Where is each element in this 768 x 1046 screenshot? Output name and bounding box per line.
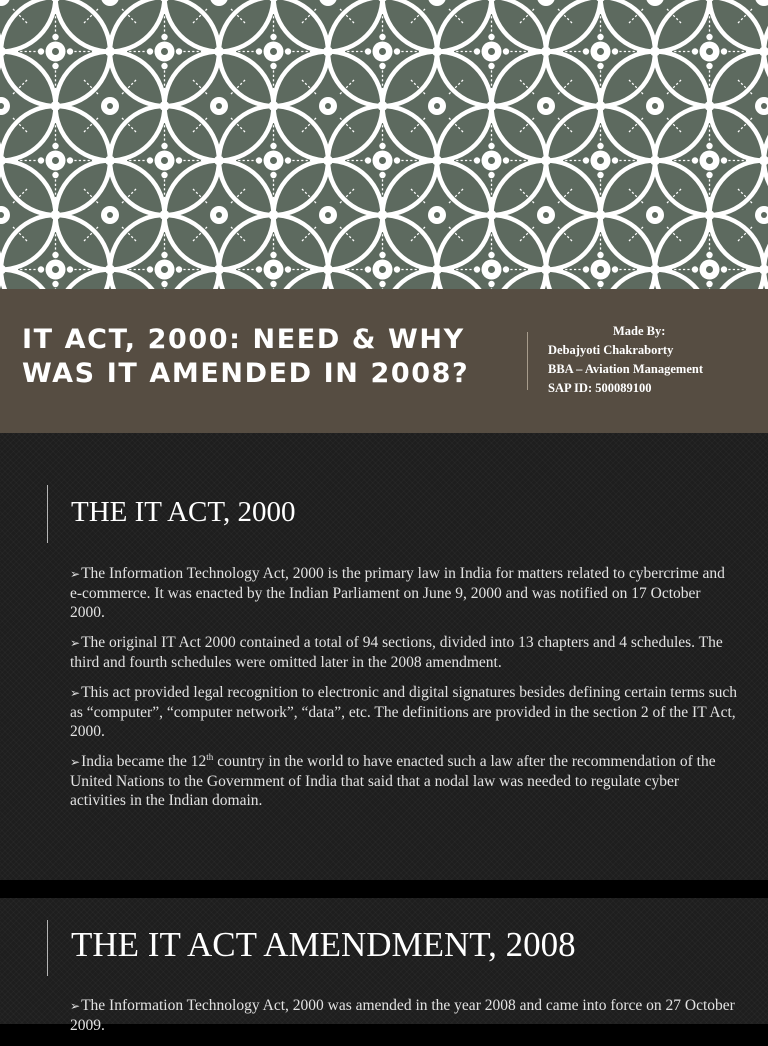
title-slide xyxy=(0,0,768,433)
title-divider xyxy=(527,332,528,390)
slide-it-act-amendment-2008 xyxy=(0,898,768,1034)
author-sap-id: SAP ID: 500089100 xyxy=(548,381,652,395)
made-by-label: Made By: xyxy=(613,324,666,338)
arrow-bullet-icon: ➢ xyxy=(70,636,81,650)
title-band xyxy=(0,289,768,433)
slide-title: THE IT ACT AMENDMENT, 2008 xyxy=(71,925,576,964)
arrow-bullet-icon: ➢ xyxy=(70,755,81,769)
floral-pattern-background xyxy=(0,0,768,289)
slide-title: THE IT ACT, 2000 xyxy=(71,496,296,528)
bullet-item: ➢The Information Technology Act, 2000 is the primary law in India for matters related to cybercrime and e-commerce. It was enacted by the Indian Parliament on June 9, 2000 and was notified on 17 October 2000. xyxy=(70,565,725,621)
arrow-bullet-icon: ➢ xyxy=(70,686,81,700)
presentation-title: IT ACT, 2000: NEED & WHY WAS IT AMENDED IN 2008? xyxy=(22,324,470,389)
bullet-list xyxy=(70,564,738,821)
author-name: Debajyoti Chakraborty xyxy=(548,343,674,357)
author-program: BBA – Aviation Management xyxy=(548,362,703,376)
slide-it-act-2000 xyxy=(0,433,768,880)
bullet-list xyxy=(70,996,738,1046)
arrow-bullet-icon: ➢ xyxy=(70,999,81,1013)
arrow-bullet-icon: ➢ xyxy=(70,567,81,581)
bullet-item: ➢India became the 12th country in the world to have enacted such a law after the recommendation of the United Nations to the Government of India that said that a nodal law was needed to regulate cyber activities in the Indian domain. xyxy=(70,751,716,809)
slide-gap xyxy=(0,880,768,898)
title-accent-bar xyxy=(47,920,48,976)
bullet-item: ➢The original IT Act 2000 contained a total of 94 sections, divided into 13 chapters and 4 schedules. The third and fourth schedules were omitted later in the 2008 amendment. xyxy=(70,634,723,671)
bullet-item: ➢The Information Technology Act, 2000 was amended in the year 2008 and came into force on 27 October 2009. xyxy=(70,997,735,1034)
title-accent-bar xyxy=(47,485,48,543)
author-info xyxy=(548,322,763,398)
bullet-item: ➢This act provided legal recognition to electronic and digital signatures besides defining certain terms such as “computer”, “computer network”, “data”, etc. The definitions are provided in the section 2 of the IT Act, 2000. xyxy=(70,684,738,740)
